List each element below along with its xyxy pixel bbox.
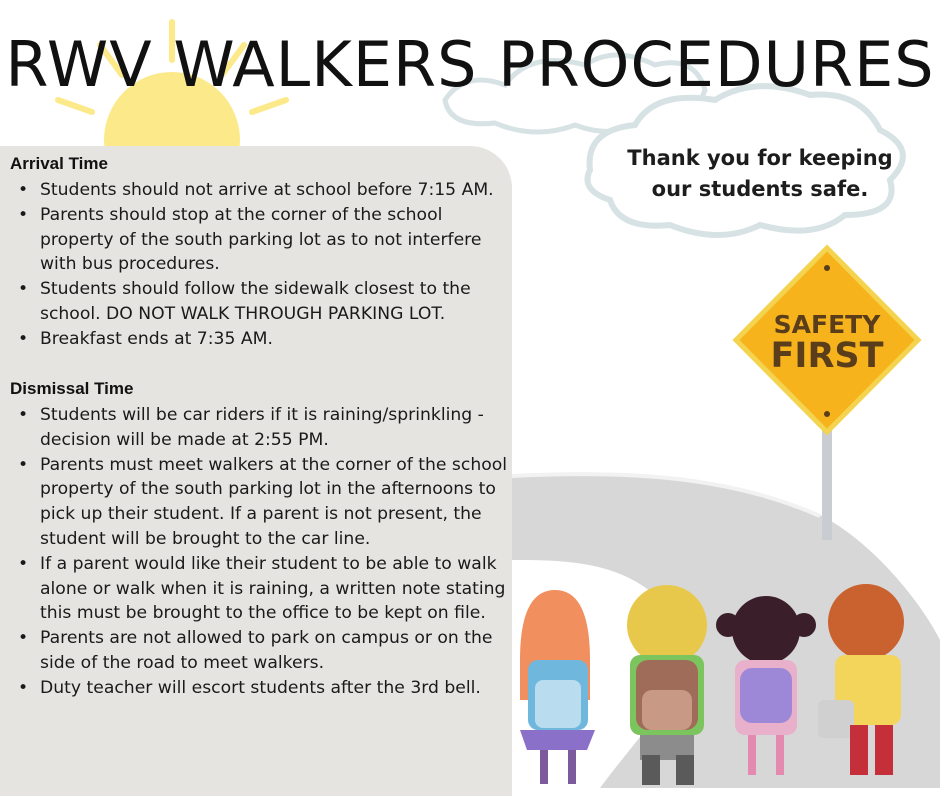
arrival-item: • Students should not arrive at school before 7:15 AM. [40, 178, 510, 203]
sign-line-1: SAFETY [773, 310, 881, 339]
dismissal-item: • Duty teacher will escort students after the 3rd bell. [40, 676, 510, 701]
arrival-item: • Breakfast ends at 7:35 AM. [40, 327, 510, 352]
dismissal-heading: Dismissal Time [10, 379, 134, 398]
dismissal-item: • Parents are not allowed to park on campus or on the side of the road to meet walkers. [40, 626, 510, 676]
dismissal-list [0, 403, 510, 701]
arrival-item: • Parents should stop at the corner of the school property of the south parking lot as to not interfere with bus procedures. [40, 203, 510, 277]
dismissal-item: • Parents must meet walkers at the corner of the school property of the south parking lot in the afternoons to pick up their student. If a parent is not present, the student will be brought to the car line. [40, 453, 510, 552]
arrival-item: • Students should follow the sidewalk closest to the school. DO NOT WALK THROUGH PARKING LOT. [40, 277, 510, 327]
sign-line-2: FIRST [770, 336, 884, 376]
kid-1 [520, 590, 595, 784]
page-title: RWV WALKERS PROCEDURES [5, 28, 935, 101]
thanks-note: Thank you for keeping our students safe. [627, 146, 893, 201]
arrival-heading: Arrival Time [10, 154, 108, 173]
procedures-panel [0, 146, 512, 796]
arrival-list [0, 178, 510, 352]
dismissal-item: • Students will be car riders if it is raining/sprinkling - decision will be made at 2:55 PM. [40, 403, 510, 453]
dismissal-item: • If a parent would like their student to be able to walk alone or walk when it is raining, a written note stating this must be brought to the office to be kept on file. [40, 552, 510, 626]
sign-text [746, 312, 908, 374]
sign-post [822, 420, 832, 540]
